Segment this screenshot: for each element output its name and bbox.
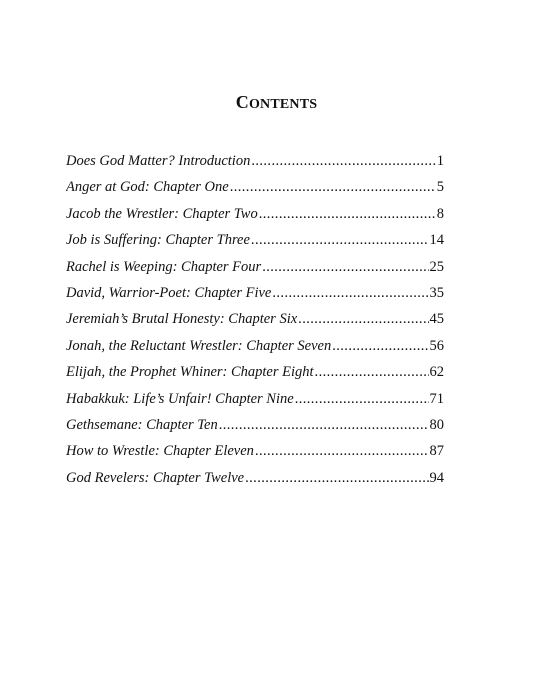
toc-entry-title: Habakkuk: Life’s Unfair! Chapter Nine [66,390,294,407]
toc-entry-page: 80 [429,416,444,433]
toc-dot-leader [255,443,429,460]
toc-entry-page: 62 [429,364,444,381]
toc-entry-page: 71 [429,390,444,407]
toc-entry [66,470,444,496]
toc-entry-page: 94 [429,469,444,486]
toc-entry [66,364,444,390]
toc-entry-page: 25 [429,258,444,275]
page-title-initial: C [235,92,249,112]
toc-dot-leader [262,259,428,276]
toc-dot-leader [295,391,429,408]
toc-entry-page: 35 [429,284,444,301]
page-title [0,92,533,113]
toc-entry-title: Jacob the Wrestler: Chapter Two [66,205,258,222]
toc-entry [66,391,444,417]
toc-dot-leader [219,417,429,434]
toc-entry [66,153,444,179]
toc-entry [66,259,444,285]
toc-entry-title: Elijah, the Prophet Whiner: Chapter Eight [66,364,314,381]
toc-entry [66,206,444,232]
toc-dot-leader [332,338,428,355]
toc-entry-page: 45 [429,311,444,328]
toc-entry [66,417,444,443]
toc-entry-title: How to Wrestle: Chapter Eleven [66,443,254,460]
toc-dot-leader [315,364,429,381]
toc-dot-leader [245,470,428,487]
toc-dot-leader [251,232,429,249]
toc-entry-page: 56 [429,337,444,354]
toc-entry-page: 8 [436,205,444,222]
toc-entry-title: Gethsemane: Chapter Ten [66,416,218,433]
toc-dot-leader [259,206,436,223]
toc-entry-title: David, Warrior-Poet: Chapter Five [66,284,272,301]
toc-entry [66,285,444,311]
toc-entry-title: Rachel is Weeping: Chapter Four [66,258,262,275]
toc-dot-leader [298,311,428,328]
toc-entry-page: 5 [436,179,444,196]
toc-entry-title: Does God Matter? Introduction [66,153,251,169]
toc-entry-title: God Revelers: Chapter Twelve [66,469,245,486]
toc-entry-title: Job is Suffering: Chapter Three [66,232,250,249]
toc-entry-title: Jonah, the Reluctant Wrestler: Chapter Seven [66,337,332,354]
toc-entry [66,232,444,258]
toc-entry [66,179,444,205]
toc-entry [66,443,444,469]
toc-entry-title: Anger at God: Chapter One [66,179,229,196]
page-title-rest: ONTENTS [248,97,318,112]
toc-entry-page: 14 [429,232,444,249]
toc-entry [66,338,444,364]
toc-entry-page: 87 [429,443,444,460]
toc-entry-page: 1 [436,153,444,169]
table-of-contents [66,153,444,496]
toc-entry-title: Jeremiah’s Brutal Honesty: Chapter Six [66,311,298,328]
toc-entry [66,311,444,337]
toc-dot-leader [251,153,435,170]
toc-dot-leader [230,179,436,196]
toc-dot-leader [272,285,428,302]
